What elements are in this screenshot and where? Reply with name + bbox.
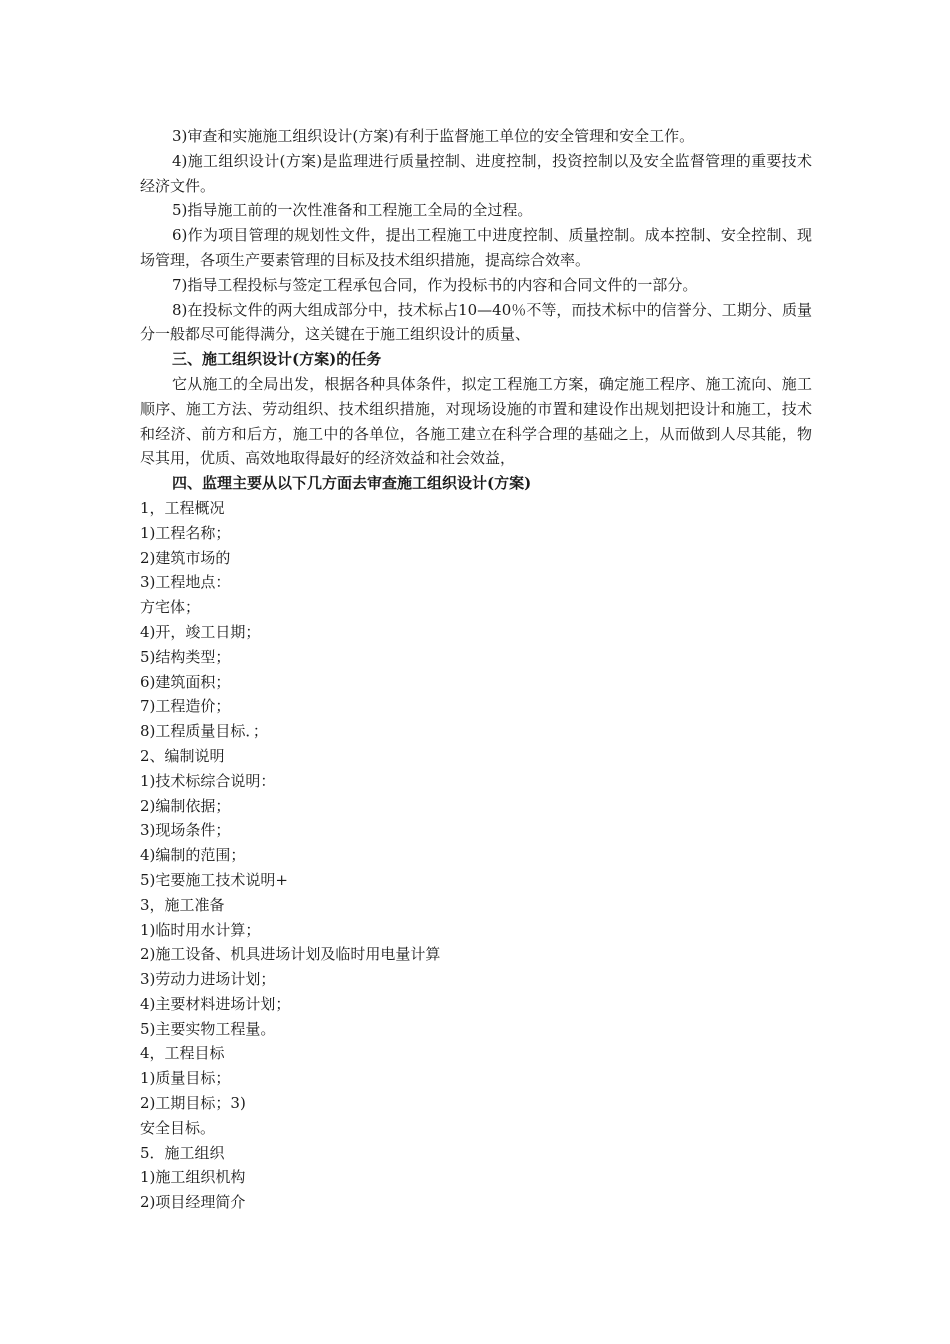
list-item: 2)建筑市场的 xyxy=(140,548,231,567)
list-item: 2)项目经理简介 xyxy=(140,1193,246,1212)
list-item: 6)建筑面积； xyxy=(140,672,231,691)
list-item: 方宅体； xyxy=(140,598,201,617)
list-item: 5)主要实物工程量。 xyxy=(140,1019,276,1038)
list-item: 2)编制依据； xyxy=(140,796,231,815)
list-item: 4)编制的范围； xyxy=(140,846,246,865)
list-item: 4)主要材料进场计划； xyxy=(140,994,291,1013)
list-item: 2、编制说明 xyxy=(140,746,225,765)
list-item: 1)技术标综合说明： xyxy=(140,771,276,790)
paragraph-item-4: 4)施工组织设计(方案)是监理进行质量控制、进度控制，投资控制以及安全监督管理的重要技术经济文件。 xyxy=(140,151,812,195)
list-item: 8)工程质量目标．； xyxy=(140,722,268,741)
list-item: 7)工程造价； xyxy=(140,697,231,716)
paragraph-item-7: 7)指导工程投标与签定工程承包合同，作为投标书的内容和合同文件的一部分。 xyxy=(172,275,698,294)
list-item: 1)施工组织机构 xyxy=(140,1168,246,1187)
list-item: 1)临时用水计算； xyxy=(140,920,261,939)
list-item: 1，工程概况 xyxy=(140,498,225,517)
list-item: 3)工程地点： xyxy=(140,573,231,592)
section-4-list xyxy=(140,496,812,1215)
paragraph-item-6: 6)作为项目管理的规划性文件，提出工程施工中进度控制、质量控制。成本控制、安全控制、现场管理，各项生产要素管理的目标及技术组织措施，提高综合效率。 xyxy=(140,226,812,269)
list-item: 4)开，竣工日期； xyxy=(140,622,261,641)
list-item: 3)现场条件； xyxy=(140,821,231,840)
list-item: 4，工程目标 xyxy=(140,1044,225,1063)
list-item: 2)工期目标；3) xyxy=(140,1094,246,1113)
list-item: 5)结构类型； xyxy=(140,647,231,666)
list-item: 5．施工组织 xyxy=(140,1143,225,1162)
list-item: 安全目标。 xyxy=(140,1118,216,1137)
section-4-heading: 四、监理主要从以下几方面去审查施工组织设计(方案) xyxy=(172,474,532,493)
section-3-body: 它从施工的全局出发，根据各种具体条件，拟定工程施工方案，确定施工程序、施工流向、施工顺序、施工方法、劳动组织、技术组织措施，对现场设施的市置和建设作出规划把设计和施工，技术和经济、前方和后方，施工中的各单位，各施工建立在科学合理的基础之上，从而做到人尽其能，物尽其用，优质、高效地取得最好的经济效益和社会效益， xyxy=(140,374,812,468)
paragraph-item-8: 8)在投标文件的两大组成部分中，技术标占10—40％不等，而技术标中的信誉分、工期分、质量分一般都尽可能得满分，这关键在于施工组织设计的质量、 xyxy=(140,300,812,344)
section-3-heading: 三、施工组织设计(方案)的任务 xyxy=(172,350,382,369)
list-item: 1)工程名称； xyxy=(140,523,231,542)
document-page xyxy=(140,124,812,1215)
paragraph-item-3: 3)审查和实施施工组织设计(方案)有利于监督施工单位的安全管理和安全工作。 xyxy=(172,127,695,145)
list-item: 3，施工准备 xyxy=(140,895,225,914)
list-item: 2)施工设备、机具进场计划及临时用电量计算 xyxy=(140,945,441,964)
list-item: 3)劳动力进场计划； xyxy=(140,970,276,989)
list-item: 1)质量目标； xyxy=(140,1069,231,1088)
list-item: 5)宅要施工技术说明+ xyxy=(140,870,288,889)
paragraph-item-5: 5)指导施工前的一次性准备和工程施工全局的全过程。 xyxy=(172,201,533,220)
